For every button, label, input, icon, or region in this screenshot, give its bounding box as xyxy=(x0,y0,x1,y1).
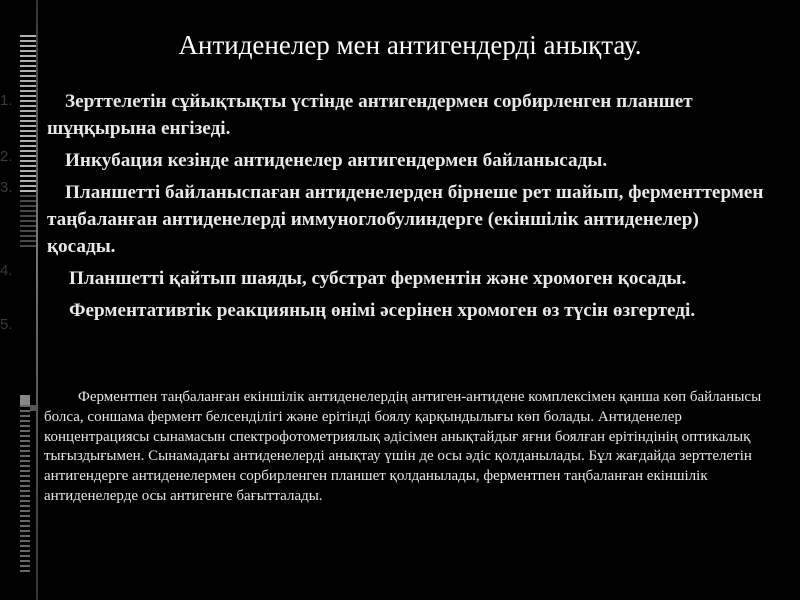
step-number-3: 3. xyxy=(0,179,13,196)
decorative-stripes-lower xyxy=(20,395,30,575)
decorative-stripes-faded xyxy=(20,190,36,250)
left-decoration xyxy=(0,0,38,600)
slide-title: Антиденелер мен антигендерді анықтау. xyxy=(178,30,642,60)
step-1-text: Зерттелетін сұйықтықты үстінде антигендермен сорбирленген планшет шұңқырына енгізеді. xyxy=(47,91,693,139)
step-number-4: 4. xyxy=(0,262,13,279)
step-number-5: 5. xyxy=(0,316,13,333)
decorative-stripes xyxy=(20,35,36,195)
decorative-square xyxy=(20,395,30,405)
decorative-vertical-line xyxy=(36,0,38,600)
explanation-paragraph: Ферментпен таңбаланған екіншілік антиденелердің антиген-антидене комплексімен қанша көп байланысы болса, соншама фермент белсенділігі және ерітінді боялу қарқындылығы көп болады. Антиденелер концентрациясы сынамасын спектрофотометриялық әдісімен анықтайдығ яғни боялған ерітіндінің оптикалық тығыздығымен. Сынамадағы антиденелерді анықтау үшін де осы әдіс қолданылады. Бұл жағдайда зерттелетін антигендерге антиденелермен сорбирленген планшет қолданылады, ферментпен таңбаланған екіншілік антиденелерде осы антигенге бағытталады. xyxy=(44,389,762,504)
step-3-text: Планшетті байланыспаған антиденелерден бірнеше рет шайып, ферменттермен таңбаланған антиденелерді иммуноглобулиндерге (екіншілік антиденелер) қосады. xyxy=(47,182,764,257)
step-5-text: Ферментативтік реакцияның өнімі әсерінен хромоген өз түсін өзгертеді. xyxy=(69,300,696,321)
step-number-1: 1. xyxy=(0,92,13,109)
step-4-text: Планшетті қайтып шаяды, субстрат ферментін және хромоген қосады. xyxy=(69,268,687,289)
steps-list xyxy=(47,88,767,324)
step-number-2: 2. xyxy=(0,148,13,165)
step-2-text: Инкубация кезінде антиденелер антигендермен байланысады. xyxy=(65,150,608,171)
